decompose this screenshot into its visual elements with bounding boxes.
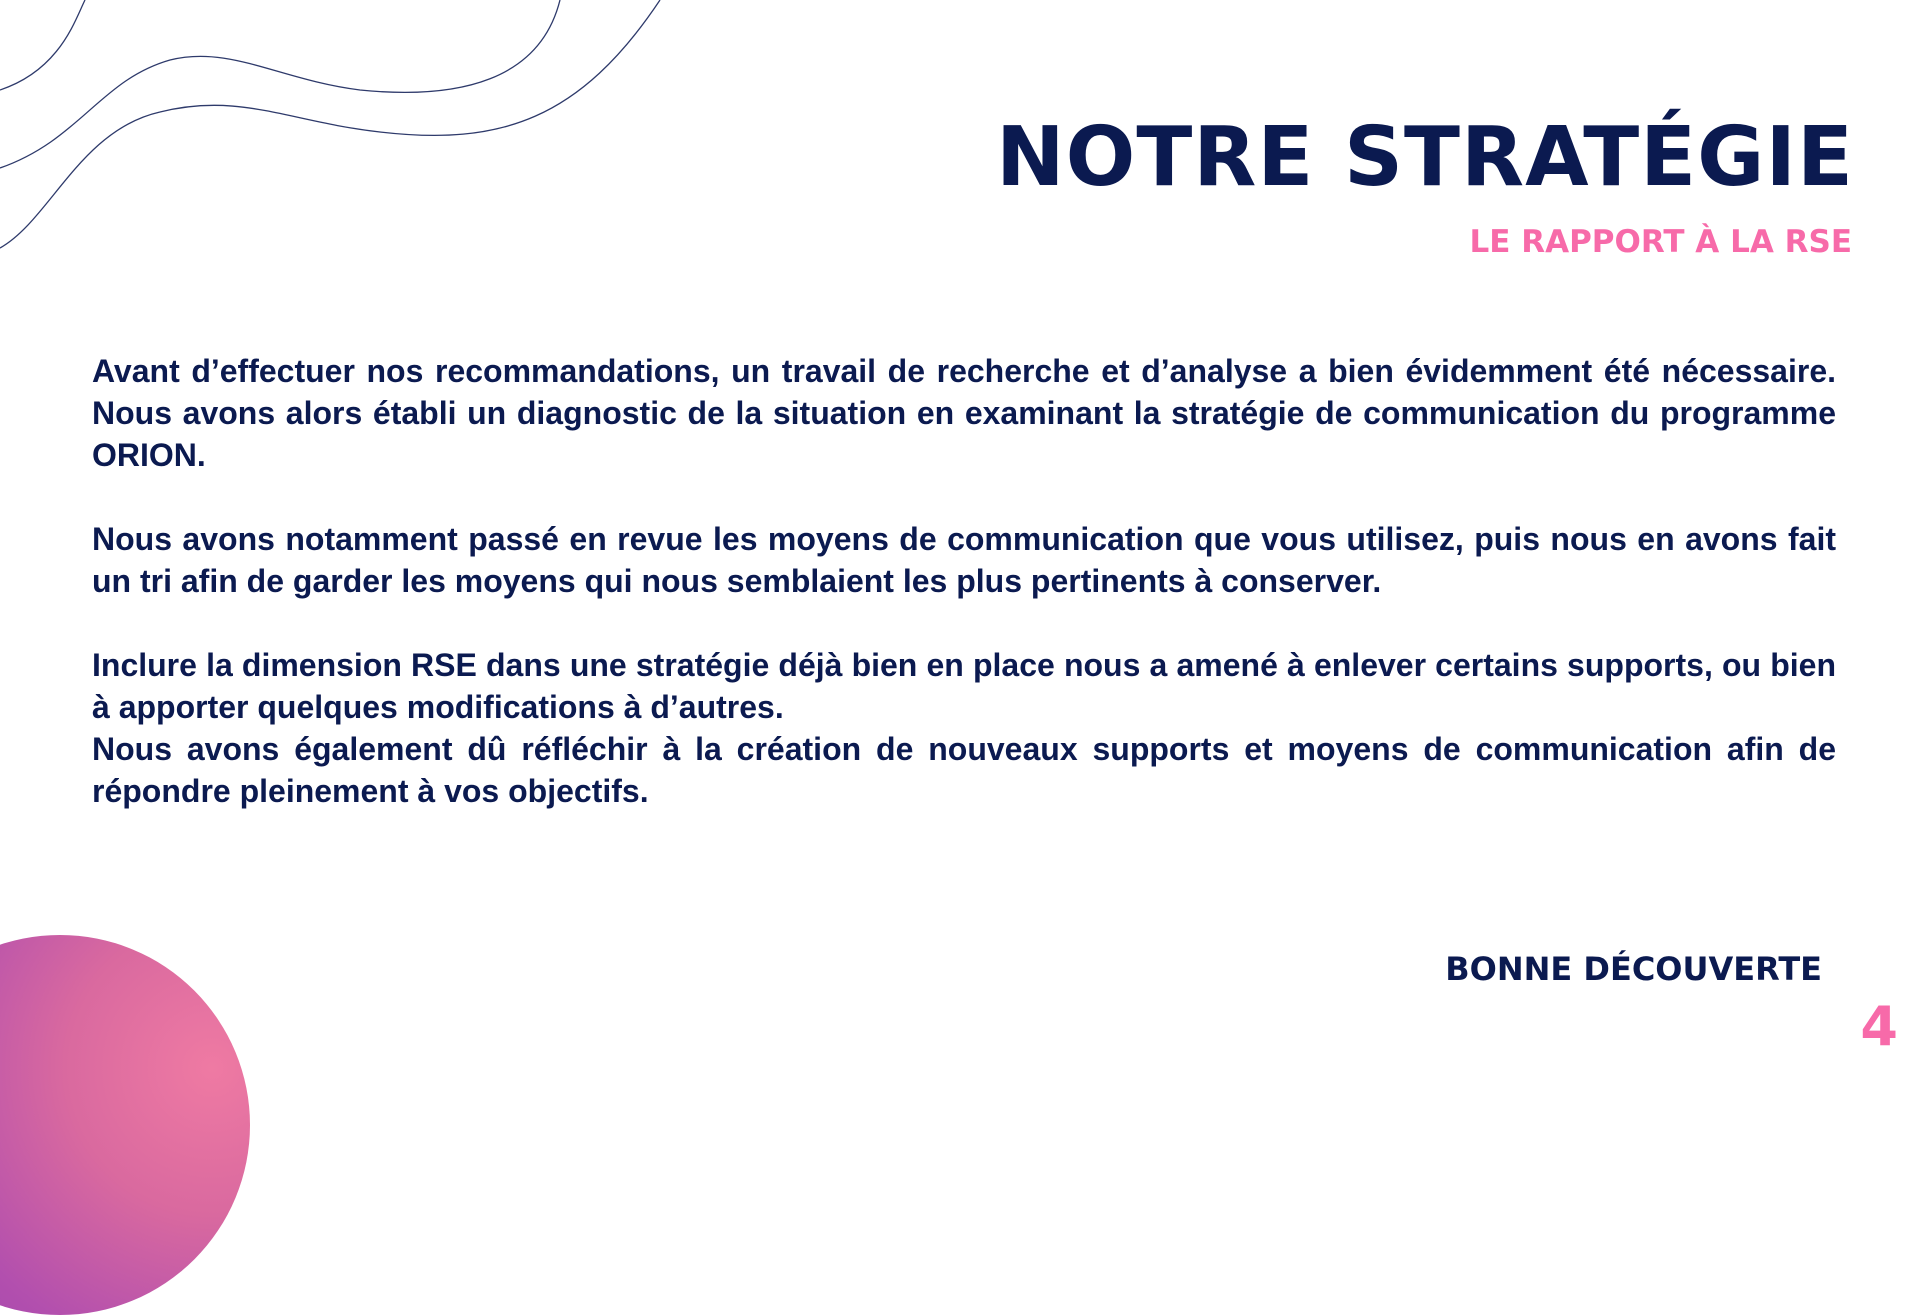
page-title: NOTRE STRATÉGIE [996, 110, 1854, 205]
paragraph-review: Nous avons notamment passé en revue les moyens de communication que vous utilisez, puis nous en avons fait un tri afin de garder les moyens qui nous semblaient les plus pertinents à conserver. [92, 521, 1836, 599]
page-number: 4 [1860, 995, 1898, 1058]
decorative-wave-lines [0, 0, 680, 260]
closing-text: BONNE DÉCOUVERTE [1445, 950, 1822, 988]
decorative-gradient-circle [0, 935, 250, 1315]
paragraph-new-supports: Nous avons également dû réfléchir à la création de nouveaux supports et moyens de communication afin de répondre pleinement à vos objectifs. [92, 731, 1836, 809]
paragraph-diagnostic: Avant d’effectuer nos recommandations, un travail de recherche et d’analyse a bien évidemment été nécessaire. Nous avons alors établi un diagnostic de la situation en examinant la stratégie de communication du programme ORION. [92, 353, 1836, 473]
paragraph-rse: Inclure la dimension RSE dans une stratégie déjà bien en place nous a amené à enlever certains supports, ou bien à apporter quelques modifications à d’autres. [92, 647, 1836, 725]
page-subtitle: LE RAPPORT À LA RSE [1469, 224, 1852, 260]
body-text [92, 350, 1836, 812]
